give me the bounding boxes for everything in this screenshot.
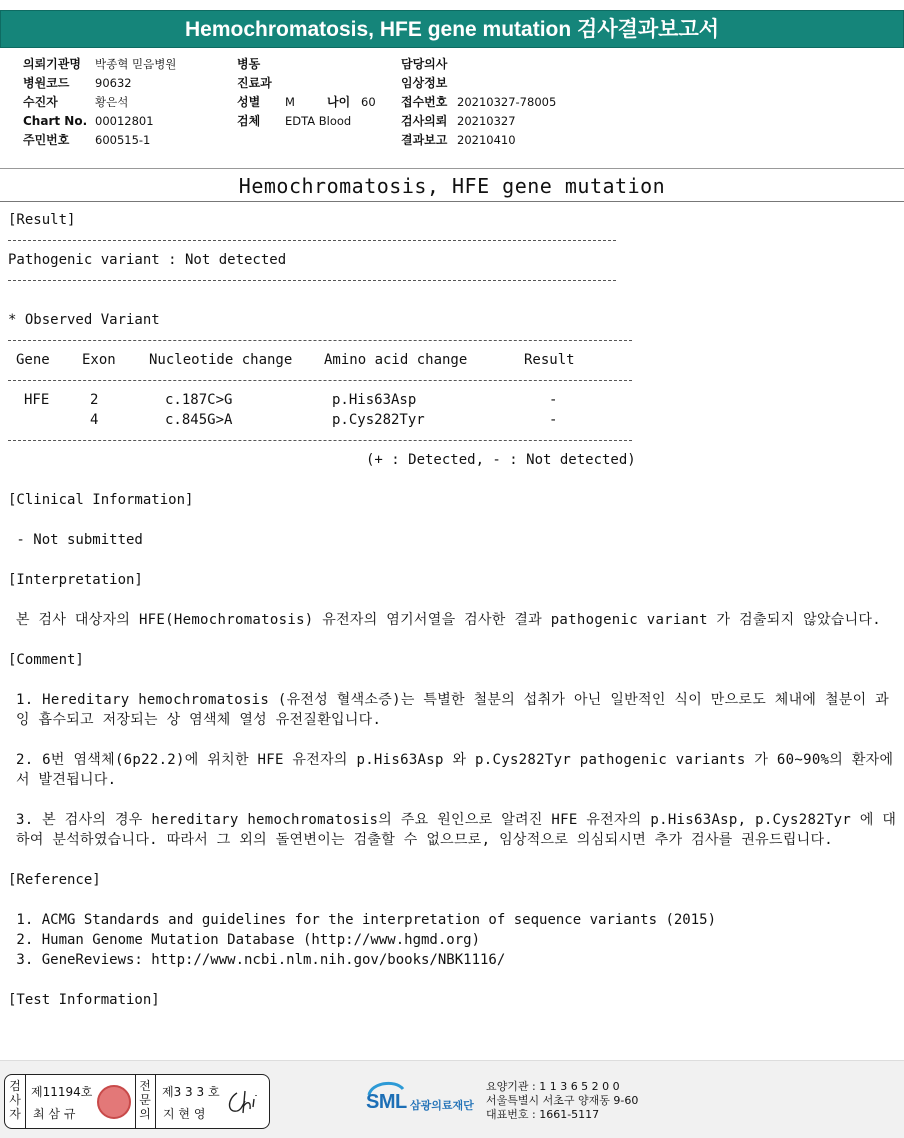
header-label: 결과보고 (401, 133, 448, 147)
result-cell: - (549, 412, 558, 428)
clinical-text: - Not submitted (8, 532, 143, 548)
gene-cell: HFE (24, 392, 50, 408)
signature-icon (223, 1085, 263, 1119)
result-heading: [Result] (8, 212, 76, 228)
specialist-license: 제3 3 3 호 (162, 1085, 220, 1099)
header-label: 검사의뢰 (401, 114, 448, 128)
dashed-divider (8, 230, 616, 250)
reference-item: 2. Human Genome Mutation Database (http://www.hgmd.org) (8, 932, 481, 948)
examiner-seal-icon (97, 1085, 131, 1119)
header-col3 (401, 55, 556, 150)
column-header: Nucleotide change (149, 352, 293, 368)
table-row (8, 410, 898, 430)
result-cell: - (549, 392, 558, 408)
title-divider (0, 201, 904, 202)
report-body (8, 210, 898, 1010)
comment-item: 1. Hereditary hemochromatosis (유전성 혈색소증)는 특별한 철분의 섭취가 아닌 일반적인 식이 만으로도 체내에 철분이 과잉 흡수되고 저장되는 상 염색체 열성 유전질환입니다. (16, 692, 889, 728)
report-footer (0, 1060, 904, 1138)
specialist-name: 지 현 영 (163, 1107, 206, 1121)
column-header: Exon (82, 352, 116, 368)
amino-cell: p.Cys282Tyr (332, 412, 425, 428)
dashed-divider (8, 270, 616, 290)
header-value: 20210327-78005 (457, 95, 557, 109)
reference-item: 1. ACMG Standards and guidelines for the interpretation of sequence variants (2015) (8, 912, 717, 928)
street-address: 서울특별시 서초구 양재동 9-60 (486, 1094, 639, 1107)
nucleotide-cell: c.845G>A (165, 412, 233, 428)
observed-variant-heading: * Observed Variant (8, 312, 160, 328)
header-divider (0, 168, 904, 169)
interpretation-heading: [Interpretation] (8, 572, 143, 588)
dashed-divider (8, 330, 632, 350)
test-information-heading: [Test Information] (8, 992, 160, 1008)
header-label: 의뢰기관명 (23, 57, 81, 71)
pathogenic-result: Pathogenic variant : Not detected (8, 252, 287, 268)
logo-text: SML (366, 1091, 407, 1113)
header-label: 병원코드 (23, 76, 70, 90)
header-value: M (285, 95, 295, 109)
specialist-label: 전문의 (139, 1079, 151, 1121)
nucleotide-cell: c.187C>G (165, 392, 233, 408)
header-value: 황은석 (95, 95, 129, 109)
phone-number: 대표번호 : 1661-5117 (486, 1108, 600, 1121)
comment-item: 3. 본 검사의 경우 hereditary hemochromatosis의 주요 원인으로 알려진 HFE 유전자의 p.His63Asp, p.Cys282Tyr 에 대하여 분석하였습니다. 따라서 그 외의 돌연변이는 검출할 수 없으므로, 임상적으로 의심되시면 추가 검사를 권유드립니다. (16, 812, 897, 848)
header-label: 병동 (237, 57, 261, 71)
org-address (486, 1080, 638, 1122)
examiner-name: 최 삼 규 (33, 1107, 76, 1121)
comment-heading: [Comment] (8, 652, 84, 668)
header-label: 임상정보 (401, 76, 448, 90)
header-col1 (23, 55, 176, 150)
org-name: 삼광의료재단 (410, 1099, 474, 1112)
reference-heading: [Reference] (8, 872, 101, 888)
signature-box (4, 1074, 270, 1129)
header-label: 접수번호 (401, 95, 448, 109)
exon-cell: 4 (90, 412, 99, 428)
age-label: 나이 (327, 95, 351, 109)
reference-item: 3. GeneReviews: http://www.ncbi.nlm.nih.gov/books/NBK1116/ (8, 952, 506, 968)
header-value: 20210410 (457, 133, 516, 147)
column-header: Gene (16, 352, 50, 368)
column-header: Result (524, 352, 575, 368)
header-value: 600515-1 (95, 133, 151, 147)
header-label: 주민번호 (23, 133, 70, 147)
header-value: 20210327 (457, 114, 516, 128)
report-title-bar (0, 10, 904, 48)
column-header: Amino acid change (324, 352, 468, 368)
institution-code: 요양기관 : 1 1 3 6 5 2 0 0 (486, 1080, 620, 1093)
header-label: Chart No. (23, 114, 88, 128)
table-row (8, 390, 898, 410)
header-label: 수진자 (23, 95, 58, 109)
age-value: 60 (361, 95, 376, 109)
header-value: EDTA Blood (285, 114, 352, 128)
detection-legend: (+ : Detected, - : Not detected) (366, 452, 636, 468)
variant-table-header (8, 350, 898, 370)
amino-cell: p.His63Asp (332, 392, 417, 408)
examiner-label: 검사자 (9, 1079, 21, 1121)
header-label: 담당의사 (401, 57, 448, 71)
report-title: Hemochromatosis, HFE gene mutation 검사결과보고서 (184, 18, 720, 41)
header-label: 성별 (237, 95, 261, 109)
header-label: 검체 (237, 114, 261, 128)
header-value: 박종혁 믿음병원 (95, 57, 177, 71)
header-value: 00012801 (95, 114, 154, 128)
interpretation-text: 본 검사 대상자의 HFE(Hemochromatosis) 유전자의 염기서열을 검사한 결과 pathogenic variant 가 검출되지 않았습니다. (16, 612, 881, 628)
exon-cell: 2 (90, 392, 99, 408)
header-col2 (237, 55, 376, 131)
header-label: 진료과 (237, 76, 272, 90)
examiner-license: 제11194호 (31, 1085, 93, 1099)
clinical-heading: [Clinical Information] (8, 492, 194, 508)
header-value: 90632 (95, 76, 132, 90)
dashed-divider (8, 370, 632, 390)
comment-item: 2. 6번 염색체(6p22.2)에 위치한 HFE 유전자의 p.His63Asp 와 p.Cys282Tyr pathogenic variants 가 60~90%의 환자에서 발견됩니다. (16, 752, 894, 788)
dashed-divider (8, 430, 632, 450)
section-title: Hemochromatosis, HFE gene mutation (238, 174, 666, 198)
